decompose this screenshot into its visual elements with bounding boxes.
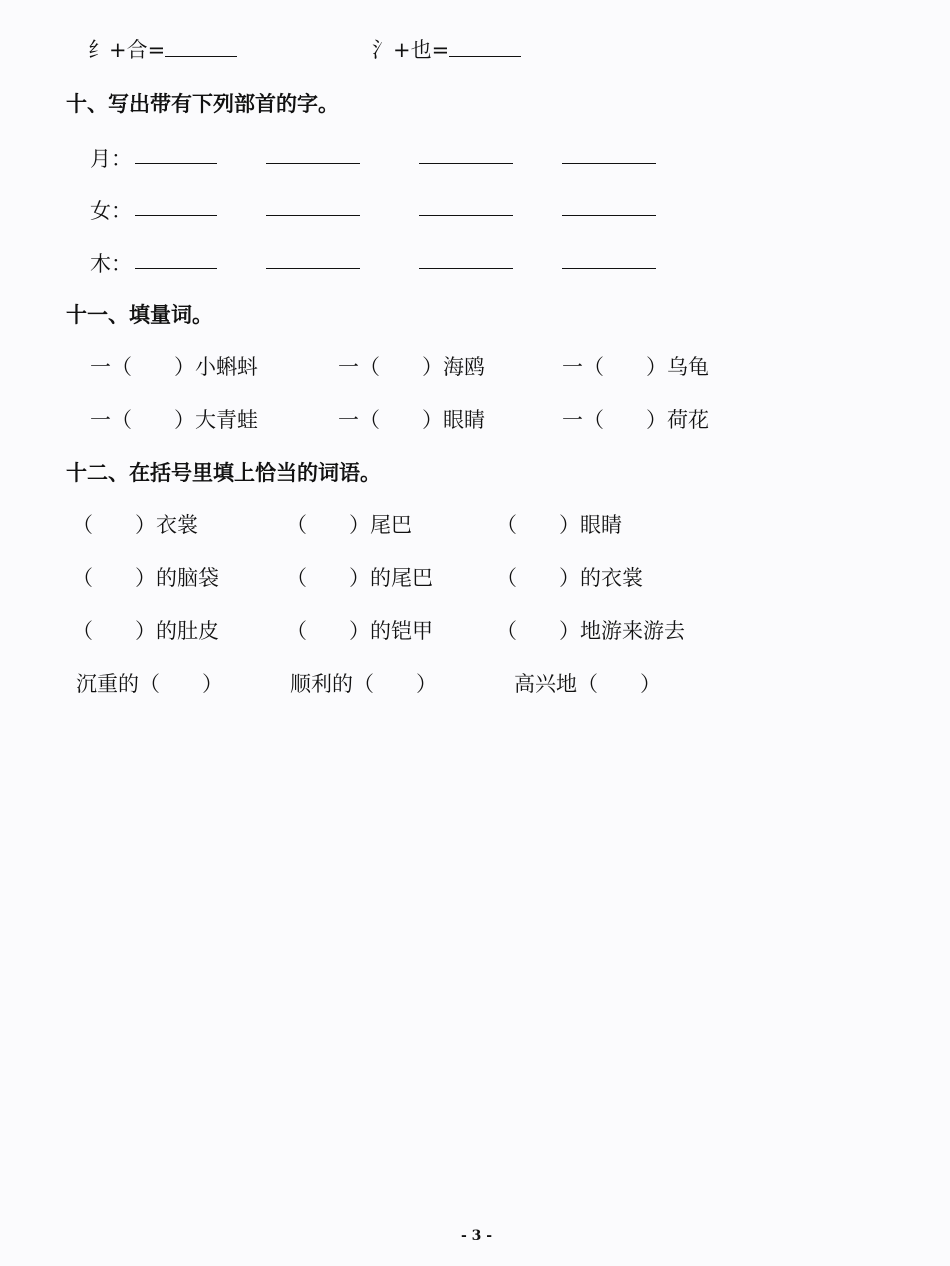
answer-blank[interactable] [419, 268, 513, 269]
answer-blank[interactable] [449, 55, 521, 57]
radical-label: 木： [90, 252, 132, 276]
fill-word-item: （ ）的脑袋 [72, 566, 219, 590]
radical-label: 月： [90, 147, 132, 171]
combine-expr: 纟+合= [88, 38, 166, 62]
measure-word-item: 一（ ）荷花 [562, 408, 709, 432]
fill-word-item: （ ）眼睛 [496, 513, 622, 537]
fill-word-item: 沉重的（ ） [76, 672, 223, 696]
combine-expr: 氵+也= [372, 38, 450, 62]
answer-blank[interactable] [419, 215, 513, 216]
fill-word-item: 高兴地（ ） [514, 672, 661, 696]
measure-word-item: 一（ ）眼睛 [338, 408, 485, 432]
measure-word-item: 一（ ）乌龟 [562, 355, 709, 379]
section-11-title: 十一、填量词。 [66, 303, 213, 327]
answer-blank[interactable] [135, 215, 217, 216]
combine-item-2 [372, 34, 521, 64]
answer-blank[interactable] [562, 268, 656, 269]
measure-word-item: 一（ ）海鸥 [338, 355, 485, 379]
answer-blank[interactable] [165, 55, 237, 57]
fill-word-item: （ ）地游来游去 [496, 619, 685, 643]
answer-blank[interactable] [562, 163, 656, 164]
section-10-title: 十、写出带有下列部首的字。 [66, 92, 339, 116]
answer-blank[interactable] [135, 268, 217, 269]
radical-label: 女： [90, 199, 132, 223]
answer-blank[interactable] [266, 163, 360, 164]
section-12-title: 十二、在括号里填上恰当的词语。 [66, 461, 381, 485]
measure-word-item: 一（ ）小蝌蚪 [90, 355, 258, 379]
fill-word-item: （ ）尾巴 [286, 513, 412, 537]
fill-word-item: （ ）的铠甲 [286, 619, 433, 643]
answer-blank[interactable] [266, 215, 360, 216]
answer-blank[interactable] [135, 163, 217, 164]
answer-blank[interactable] [266, 268, 360, 269]
fill-word-item: （ ）的衣裳 [496, 566, 643, 590]
answer-blank[interactable] [419, 163, 513, 164]
combine-item-1 [88, 34, 237, 64]
fill-word-item: （ ）衣裳 [72, 513, 198, 537]
answer-blank[interactable] [562, 215, 656, 216]
page-number: - 3 - [461, 1228, 493, 1244]
fill-word-item: （ ）的尾巴 [286, 566, 433, 590]
fill-word-item: （ ）的肚皮 [72, 619, 219, 643]
measure-word-item: 一（ ）大青蛙 [90, 408, 258, 432]
fill-word-item: 顺利的（ ） [290, 672, 437, 696]
